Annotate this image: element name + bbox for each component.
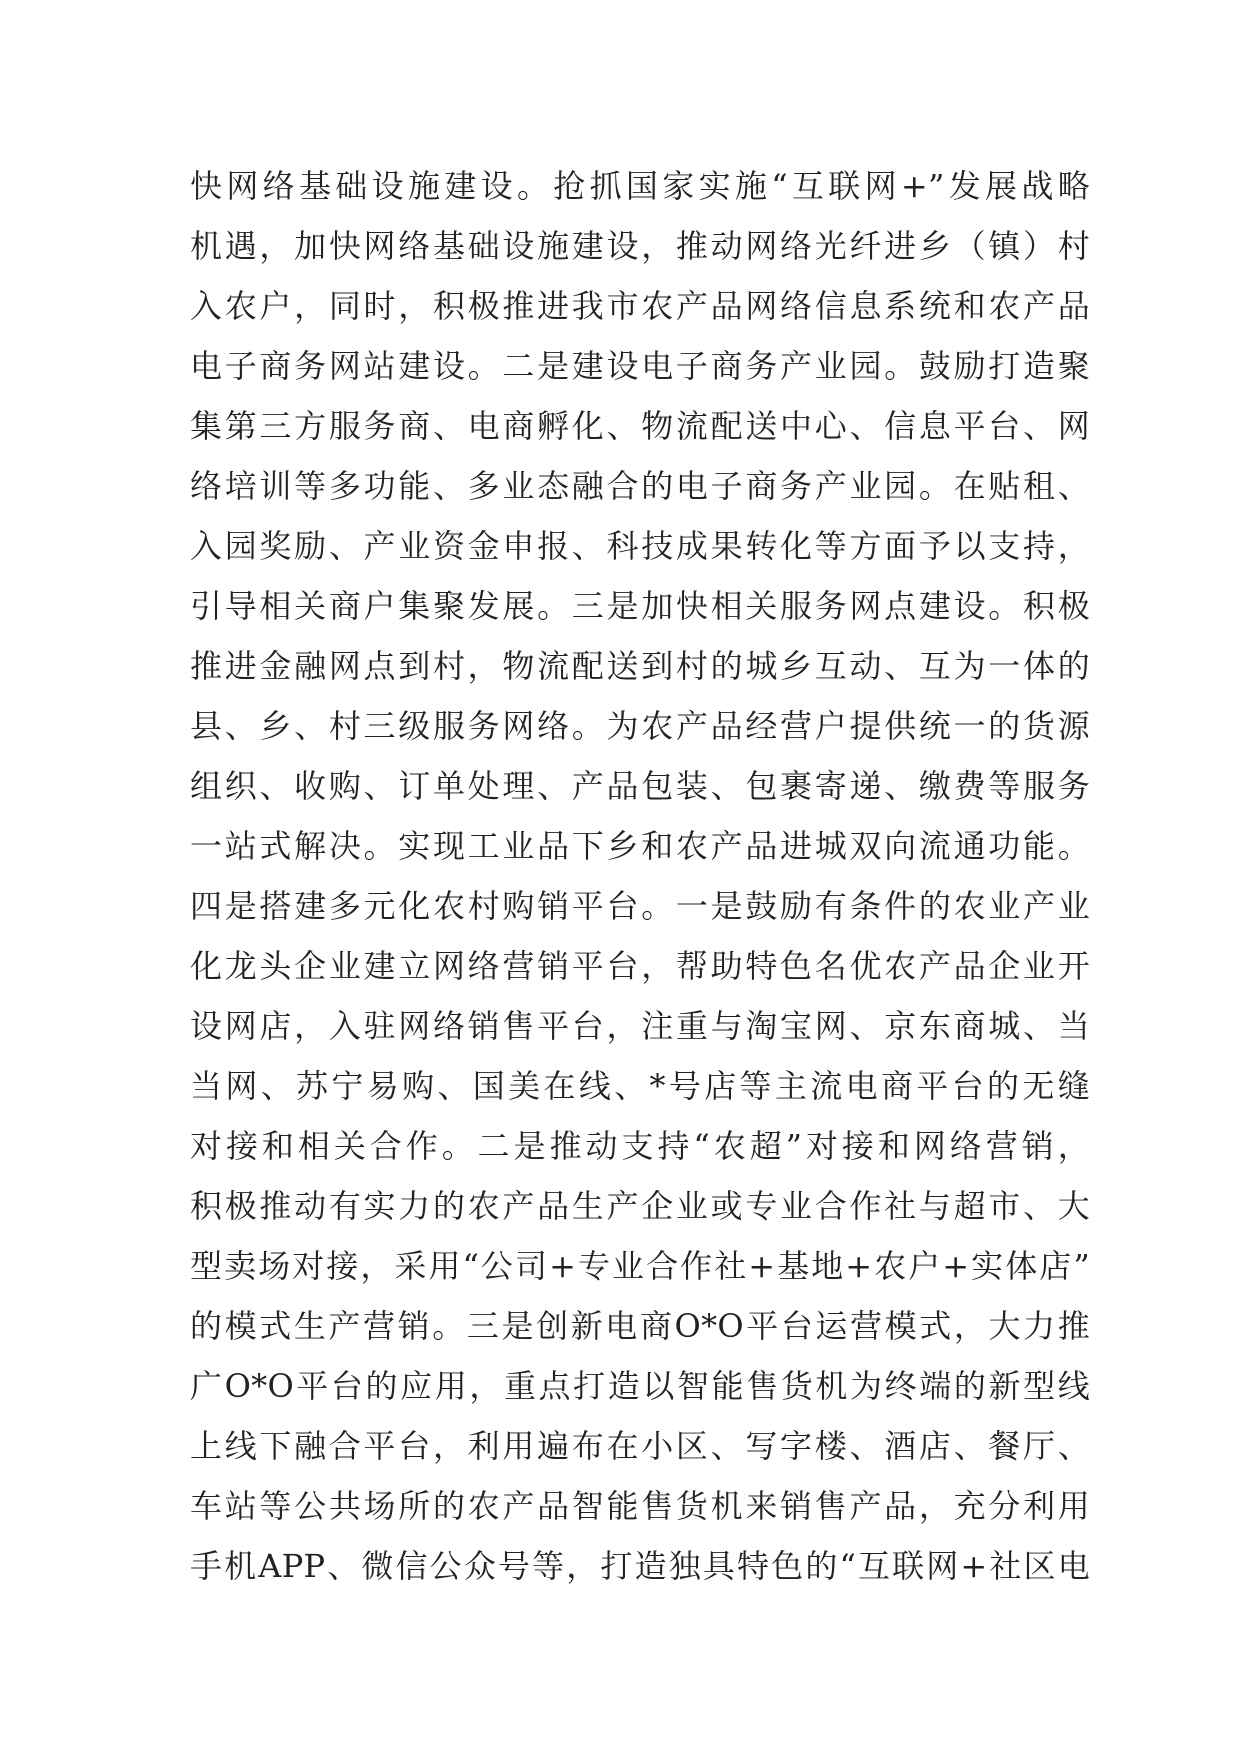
text-line-8: 引导相关商户集聚发展。三是加快相关服务网点建设。积极 xyxy=(190,587,1090,625)
text-line-14: 化龙头企业建立网络营销平台，帮助特色名优农产品企业开 xyxy=(190,947,1090,985)
text-line-5: 集第三方服务商、电商孵化、物流配送中心、信息平台、网 xyxy=(190,407,1090,445)
text-line-7: 入园奖励、产业资金申报、科技成果转化等方面予以支持， xyxy=(190,527,1090,565)
text-line-19: 型卖场对接，采用“公司+专业合作社+基地+农户+实体店” xyxy=(190,1247,1090,1285)
text-line-1: 快网络基础设施建设。抢抓国家实施“互联网+”发展战略 xyxy=(190,167,1090,205)
text-line-9: 推进金融网点到村，物流配送到村的城乡互动、互为一体的 xyxy=(190,647,1090,685)
text-line-22: 上线下融合平台，利用遍布在小区、写字楼、酒店、餐厅、 xyxy=(190,1427,1090,1465)
text-line-17: 对接和相关合作。二是推动支持“农超”对接和网络营销， xyxy=(190,1127,1090,1165)
text-line-13: 四是搭建多元化农村购销平台。一是鼓励有条件的农业产业 xyxy=(190,887,1090,925)
text-line-12: 一站式解决。实现工业品下乡和农产品进城双向流通功能。 xyxy=(190,827,1090,865)
text-line-4: 电子商务网站建设。二是建设电子商务产业园。鼓励打造聚 xyxy=(190,347,1090,385)
text-line-16: 当网、苏宁易购、国美在线、*号店等主流电商平台的无缝 xyxy=(190,1067,1090,1105)
text-line-23: 车站等公共场所的农产品智能售货机来销售产品，充分利用 xyxy=(190,1487,1090,1525)
text-line-21: 广O*O平台的应用，重点打造以智能售货机为终端的新型线 xyxy=(190,1367,1090,1405)
text-line-6: 络培训等多功能、多业态融合的电子商务产业园。在贴租、 xyxy=(190,467,1090,505)
text-line-3: 入农户，同时，积极推进我市农产品网络信息系统和农产品 xyxy=(190,287,1090,325)
text-line-11: 组织、收购、订单处理、产品包装、包裹寄递、缴费等服务 xyxy=(190,767,1090,805)
text-line-10: 县、乡、村三级服务网络。为农产品经营户提供统一的货源 xyxy=(190,707,1090,745)
text-line-18: 积极推动有实力的农产品生产企业或专业合作社与超市、大 xyxy=(190,1187,1090,1225)
body-paragraph xyxy=(190,156,1090,1596)
text-line-2: 机遇，加快网络基础设施建设，推动网络光纤进乡（镇）村 xyxy=(190,227,1090,265)
text-line-24: 手机APP、微信公众号等，打造独具特色的“互联网+社区电 xyxy=(190,1547,1090,1585)
text-line-20: 的模式生产营销。三是创新电商O*O平台运营模式，大力推 xyxy=(190,1307,1090,1345)
text-line-15: 设网店，入驻网络销售平台，注重与淘宝网、京东商城、当 xyxy=(190,1007,1090,1045)
